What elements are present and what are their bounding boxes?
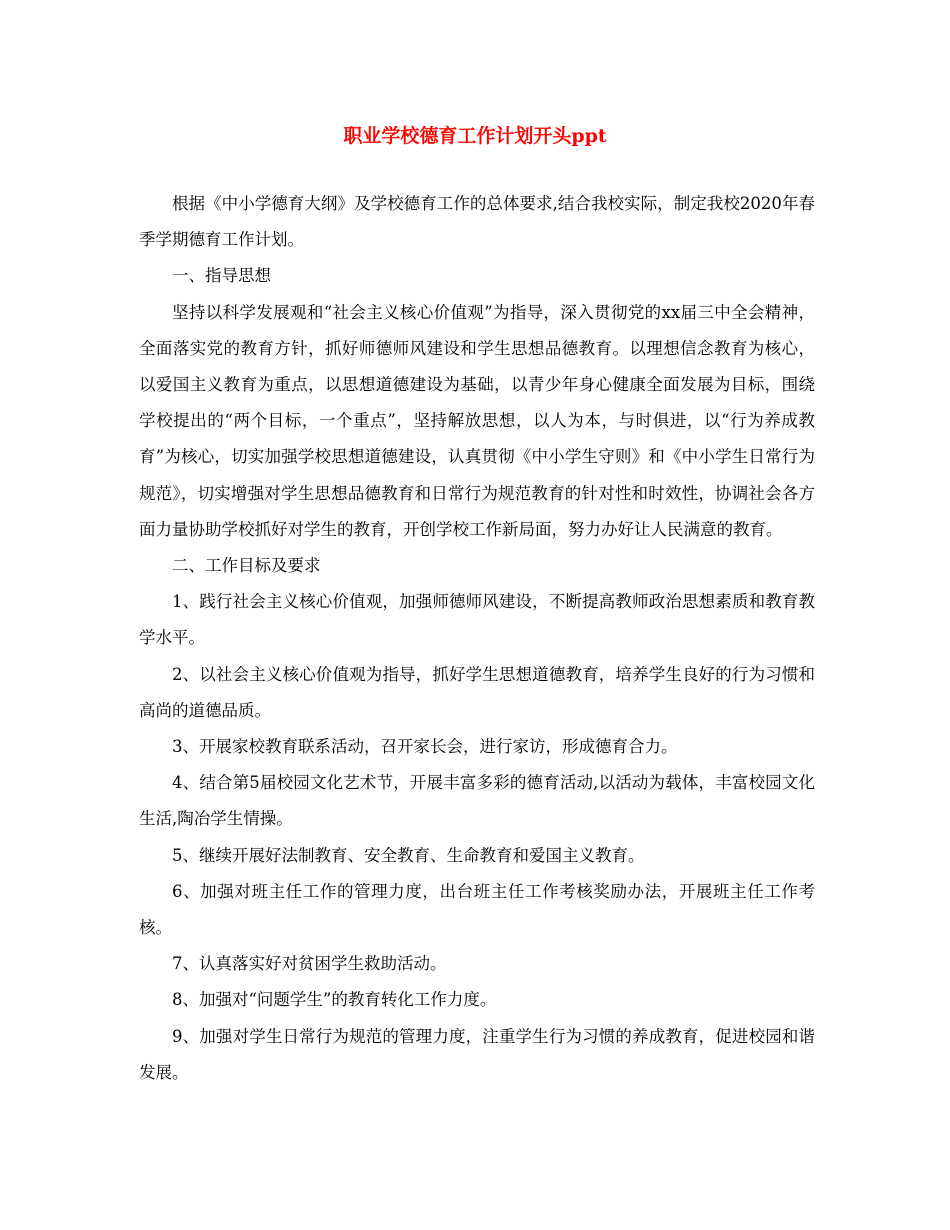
paragraph-intro: 根据《中小学德育大纲》及学校德育工作的总体要求,结合我校实际，制定我校2020年春季学期德育工作计划。 [139,194,815,250]
list-item-goal-3: 3、开展家校教育联系活动，召开家长会，进行家访，形成德育合力。 [172,737,678,757]
section-heading-goals-requirements: 二、工作目标及要求 [172,556,321,576]
section-heading-guiding-ideology: 一、指导思想 [172,266,271,286]
list-item-goal-5: 5、继续开展好法制教育、安全教育、生命教育和爱国主义教育。 [172,845,645,865]
paragraph-guiding-ideology: 坚持以科学发展观和“社会主义核心价值观”为指导，深入贯彻党的xx届三中全会精神，全面落实党的教育方针，抓好师德师风建设和学生思想品德教育。以理想信念教育为核心，以爱国主义教育为重点，以思想道德建设为基础，以青少年身心健康全面发展为目标，围绕学校提出的“两个目标，一个重点”，坚持解放思想，以人为本，与时俱进，以“行为养成教育”为核心，切实加强学校思想道德建设，认真贯彻《中小学生守则》和《中小学生日常行为规范》，切实增强对学生思想品德教育和日常行为规范教育的针对性和时效性，协调社会各方面力量协助学校抓好对学生的教育，开创学校工作新局面，努力办好让人民满意的教育。 [139,302,815,539]
document-title: 职业学校德育工作计划开头ppt [343,125,607,147]
list-item-goal-2: 2、以社会主义核心价值观为指导，抓好学生思想道德教育，培养学生良好的行为习惯和高尚的道德品质。 [139,664,815,720]
list-item-goal-9: 9、加强对学生日常行为规范的管理力度，注重学生行为习惯的养成教育，促进校园和谐发展。 [139,1026,815,1082]
list-item-goal-6: 6、加强对班主任工作的管理力度，出台班主任工作考核奖励办法，开展班主任工作考核。 [139,881,815,938]
list-item-goal-4: 4、结合第5届校园文化艺术节，开展丰富多彩的德育活动,以活动为载体，丰富校园文化生活,陶冶学生情操。 [139,773,815,829]
document-body [139,186,815,1091]
list-item-goal-8: 8、加强对“问题学生”的教育转化工作力度。 [172,990,497,1010]
list-item-goal-7: 7、认真落实好对贫困学生救助活动。 [172,954,447,974]
list-item-goal-1: 1、践行社会主义核心价值观，加强师德师风建设，不断提高教师政治思想素质和教育教学水平。 [139,592,815,648]
